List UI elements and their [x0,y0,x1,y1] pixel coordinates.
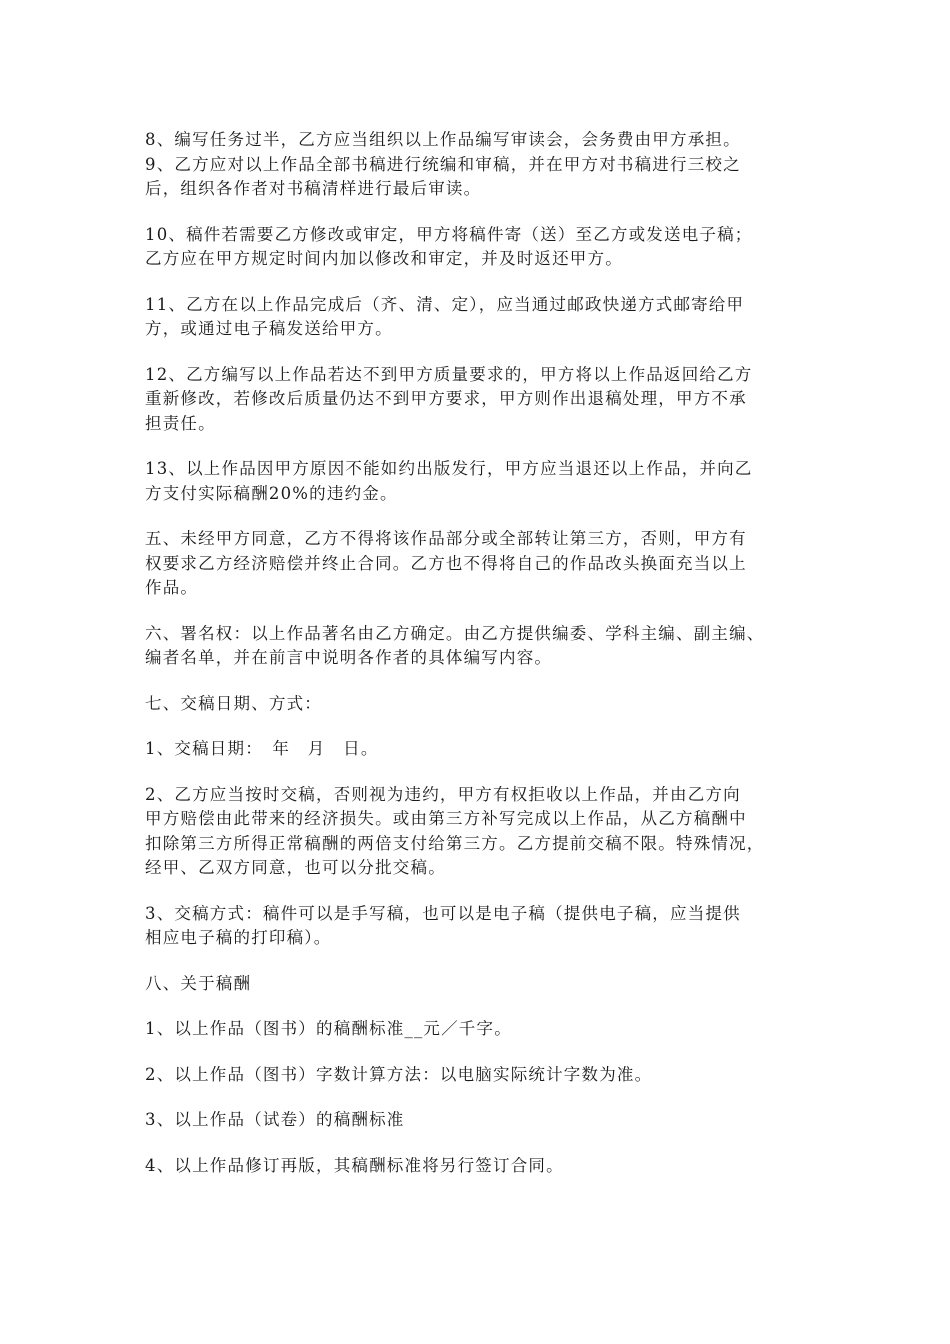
paragraph-line: 方，或通过电子稿发送给甲方。 [145,319,393,338]
document-page [145,128,825,1178]
paragraph-line: 8、编写任务过半，乙方应当组织以上作品编写审读会，会务费由甲方承担。 [145,130,741,149]
section-8-item-4 [145,1154,825,1179]
paragraph-line: 经甲、乙双方同意，也可以分批交稿。 [145,858,446,877]
section-8-item-1 [145,1017,825,1042]
paragraph-line: 编者名单，并在前言中说明各作者的具体编写内容。 [145,648,553,667]
paragraph-line: 3、交稿方式：稿件可以是手写稿，也可以是电子稿（提供电子稿，应当提供 [145,903,741,923]
paragraph-line: 11、乙方在以上作品完成后（齐、清、定），应当通过邮政快递方式邮寄给甲 [145,294,745,314]
paragraph-line: 方支付实际稿酬20%的违约金。 [145,483,398,503]
paragraph-line: 后，组织各作者对书稿清样进行最后审读。 [145,179,482,198]
paragraph-line: 12、乙方编写以上作品若达不到甲方质量要求的，甲方将以上作品返回给乙方 [145,364,753,384]
paragraph-item-8 [145,128,825,153]
paragraph-line: 作品。 [145,578,199,597]
section-7-item-1 [145,737,825,762]
paragraph-line: 9、乙方应对以上作品全部书稿进行统编和审稿，并在甲方对书稿进行三校之 [145,154,741,174]
section-7-heading [145,692,825,717]
paragraph-line: 4、以上作品修订再版，其稿酬标准将另行签订合同。 [145,1155,564,1175]
section-5-paragraph [145,527,825,601]
section-7-item-2 [145,783,825,881]
paragraph-line: 2、乙方应当按时交稿，否则视为违约，甲方有权拒收以上作品，并由乙方向 [145,784,741,804]
paragraph-line: 六、署名权：以上作品著名由乙方确定。由乙方提供编委、学科主编、副主编、 [145,623,765,643]
section-8-item-3 [145,1108,825,1133]
paragraph-line: 3、以上作品（试卷）的稿酬标准 [145,1110,405,1129]
paragraph-line: 1、以上作品（图书）的稿酬标准__元／千字。 [145,1019,512,1038]
paragraph-item-11 [145,293,825,342]
section-6-paragraph [145,622,825,671]
paragraph-item-12 [145,363,825,437]
paragraph-line: 2、以上作品（图书）字数计算方法：以电脑实际统计字数为准。 [145,1064,653,1084]
section-7-item-3 [145,902,825,951]
paragraph-line: 七、交稿日期、方式： [145,693,322,713]
paragraph-item-13 [145,457,825,506]
section-8-heading [145,972,825,997]
paragraph-line: 五、未经甲方同意，乙方不得将该作品部分或全部转让第三方，否则，甲方有 [145,529,747,548]
paragraph-line: 甲方赔偿由此带来的经济损失。或由第三方补写完成以上作品，从乙方稿酬中 [145,809,747,828]
paragraph-item-9 [145,153,825,202]
paragraph-line: 1、交稿日期： 年 月 日。 [145,739,379,758]
paragraph-line: 八、关于稿酬 [145,973,252,993]
paragraph-line: 重新修改，若修改后质量仍达不到甲方要求，甲方则作出退稿处理，甲方不承 [145,389,747,408]
paragraph-line: 权要求乙方经济赔偿并终止合同。乙方也不得将自己的作品改头换面充当以上 [145,553,747,573]
paragraph-line: 扣除第三方所得正常稿酬的两倍支付给第三方。乙方提前交稿不限。特殊情况， [145,833,765,853]
paragraph-line: 担责任。 [145,413,216,433]
paragraph-line: 10、稿件若需要乙方修改或审定，甲方将稿件寄（送）至乙方或发送电子稿； [145,224,753,244]
paragraph-line: 相应电子稿的打印稿）。 [145,928,332,947]
paragraph-item-10 [145,223,825,272]
section-8-item-2 [145,1063,825,1088]
paragraph-line: 13、以上作品因甲方原因不能如约出版发行，甲方应当退还以上作品，并向乙 [145,459,753,478]
paragraph-line: 乙方应在甲方规定时间内加以修改和审定，并及时返还甲方。 [145,249,623,268]
